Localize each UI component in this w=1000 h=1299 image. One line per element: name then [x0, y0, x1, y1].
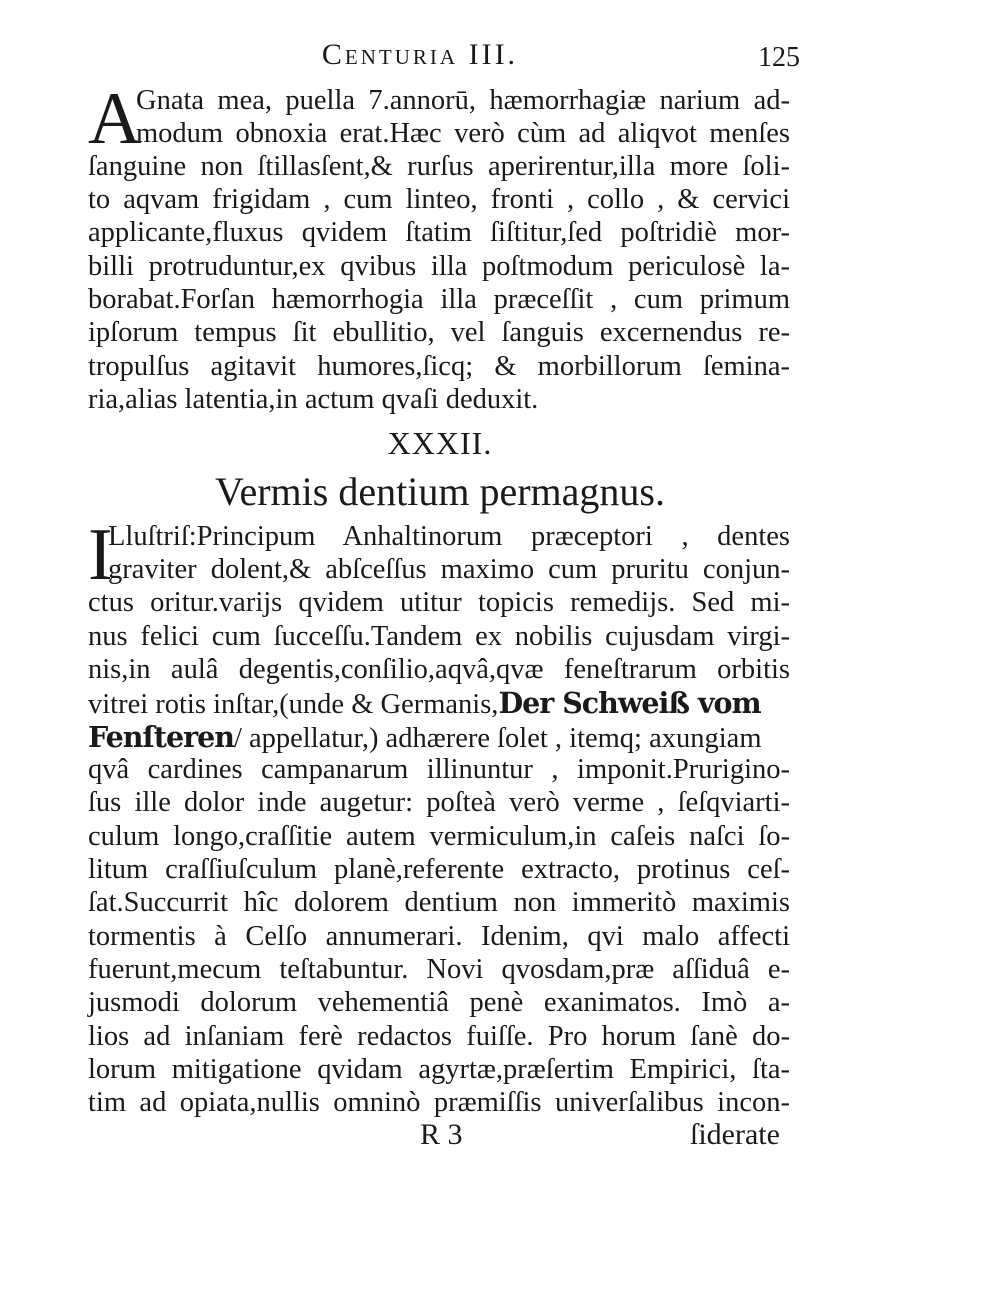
text-line-german — [88, 720, 790, 754]
text-line-german — [88, 686, 790, 720]
text-line: lorum mitigatione qvidam agyrtæ,præſertim Empirici, ſta- — [88, 1054, 790, 1085]
signature-mark: R 3 — [420, 1118, 463, 1151]
text-line: applicante,fluxus qvidem ſtatim ſiſtitur,ſed poſtridiè mor- — [88, 217, 790, 248]
section-number: XXXII. — [387, 425, 493, 461]
text-line: ria,alias latentia,in actum qvaſi deduxit. — [88, 384, 539, 415]
catchword: ſiderate — [690, 1118, 780, 1151]
page-footer — [0, 1118, 1000, 1158]
text-line: culum longo,craſſitie autem vermiculum,in caſeis naſci ſo- — [88, 821, 790, 852]
text-line: fuerunt,mecum teſtabuntur. Novi qvosdam,præ aſſiduâ e- — [88, 954, 790, 985]
page-number: 125 — [758, 42, 800, 73]
drop-cap: I — [88, 514, 113, 596]
text-line: tim ad opiata,nullis omninò præmiſſis univerſalibus incon- — [88, 1087, 790, 1118]
text-fragment: / appellatur,) adhærere ſolet , itemq; axungiam — [233, 723, 762, 754]
text-line: jusmodi dolorum vehementiâ penè exanimatos. Imò a- — [88, 987, 790, 1018]
text-line: ſus ille dolor inde augetur: poſteà verò verme , ſeſqviarti- — [88, 787, 790, 818]
running-title: Centuria III. — [321, 38, 519, 71]
text-line: Gnata mea, puella 7.annorū, hæmorrhagiæ narium ad- — [136, 85, 790, 116]
text-line: lios ad inſaniam ferè redactos fuiſſe. Pro horum ſanè do- — [88, 1021, 790, 1052]
drop-cap: A — [88, 78, 142, 160]
text-line: Lluſtriſ:Principum Anhaltinorum præceptori , dentes — [108, 521, 790, 552]
text-line: ipſorum tempus ſit ebullitio, vel ſanguis excernendus re- — [88, 317, 790, 348]
text-line: qvâ cardines campanarum illinuntur , imponit.Prurigino- — [88, 754, 790, 785]
text-line: borabat.Forſan hæmorrhogia illa præceſſit , cum primum — [88, 284, 790, 315]
running-head — [0, 38, 1000, 78]
blackletter-phrase: Der Schweiß vom — [498, 686, 761, 720]
text-line: nus felici cum ſucceſſu.Tandem ex nobilis cujusdam virgi- — [88, 621, 790, 652]
text-line: billi protruduntur,ex qvibus illa poſtmodum periculosè la- — [88, 251, 790, 282]
text-line: modum obnoxia erat.Hæc verò cùm ad aliqvot menſes — [136, 118, 790, 149]
text-line: nis,in aulâ degentis,conſilio,aqvâ,qvæ feneſtrarum orbitis — [88, 654, 790, 685]
text-line: graviter dolent,& abſceſſus maximo cum pruritu conjun- — [108, 554, 790, 585]
text-line: tormentis à Celſo annumerari. Idenim, qvi malo affecti — [88, 921, 790, 952]
text-line: ſanguine non ſtillasſent,& rurſus aperirentur,illa more ſoli- — [88, 151, 790, 182]
text-line: ſat.Succurrit hîc dolorem dentium non immeritò maximis — [88, 887, 790, 918]
text-line: to aqvam frigidam , cum linteo, fronti , collo , & cervici — [88, 184, 790, 215]
text-line: tropulſus agitavit humores,ſicq; & morbillorum ſemina- — [88, 351, 790, 382]
blackletter-phrase: Fenſteren — [88, 720, 234, 754]
text-fragment: vitrei rotis inſtar,(unde & Germanis, — [88, 689, 499, 720]
text-line: litum craſſiuſculum planè,referente extracto, protinus ceſ- — [88, 854, 790, 885]
text-line: ctus oritur.varijs qvidem utitur topicis remedijs. Sed mi- — [88, 587, 790, 618]
section-title: Vermis dentium permagnus. — [215, 469, 665, 514]
